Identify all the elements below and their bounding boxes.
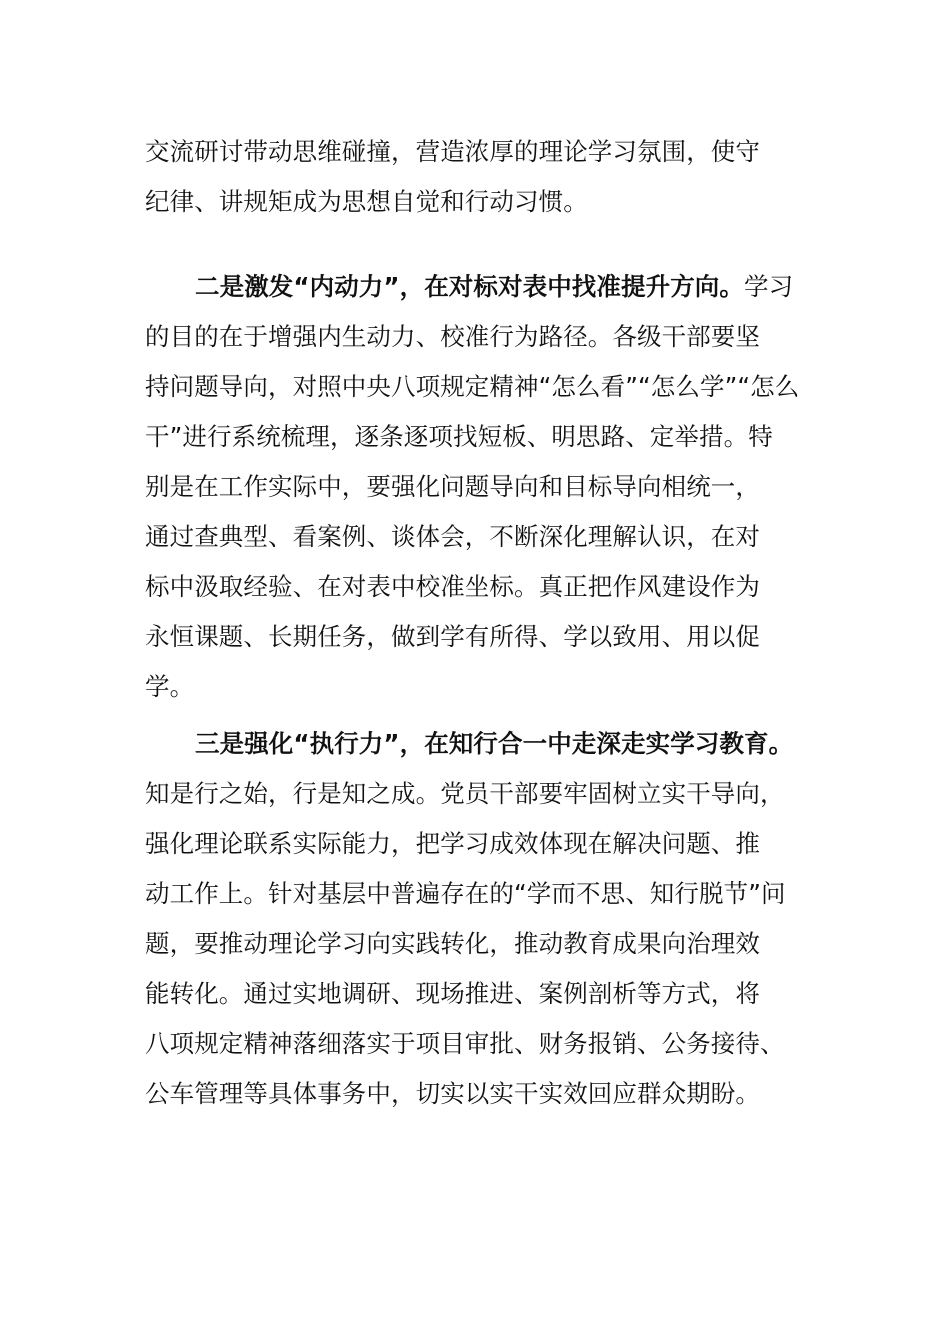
paragraph-line: 标中汲取经验、在对表中校准坐标。真正把作风建设作为	[145, 572, 760, 601]
point-two-lead-text: 学习	[744, 272, 794, 301]
paragraph-line: 强化理论联系实际能力，把学习成效体现在解决问题、推	[145, 829, 760, 858]
paragraph-line: 动工作上。针对基层中普遍存在的“学而不思、知行脱节”问	[145, 879, 786, 908]
paragraph-line: 持问题导向，对照中央八项规定精神“怎么看”“怎么学”“怎么	[145, 372, 800, 401]
point-two-heading: 二是激发“内动力”，在对标对表中找准提升方向。	[195, 272, 745, 301]
paragraph-line: 交流研讨带动思维碰撞，营造浓厚的理论学习氛围，使守	[145, 137, 760, 166]
paragraph-line: 能转化。通过实地调研、现场推进、案例剖析等方式，将	[145, 979, 760, 1008]
paragraph-line: 学。	[145, 672, 195, 701]
paragraph-line: 纪律、讲规矩成为思想自觉和行动习惯。	[145, 187, 588, 216]
paragraph-line: 八项规定精神落细落实于项目审批、财务报销、公务接待、	[145, 1029, 785, 1058]
paragraph-line: 永恒课题、长期任务，做到学有所得、学以致用、用以促	[145, 622, 760, 651]
point-three-heading: 三是强化“执行力”，在知行合一中走深走实学习教育。	[195, 729, 794, 758]
paragraph-first-line	[145, 262, 805, 312]
paragraph-line: 干”进行系统梳理，逐条逐项找短板、明思路、定举措。特	[145, 422, 773, 451]
paragraph-line: 通过查典型、看案例、谈体会，不断深化理解认识，在对	[145, 522, 760, 551]
paragraph-line: 别是在工作实际中，要强化问题导向和目标导向相统一，	[145, 472, 760, 501]
paragraph-line: 知是行之始，行是知之成。党员干部要牢固树立实干导向，	[145, 779, 785, 808]
paragraph-continuation	[145, 127, 805, 227]
paragraph-line: 的目的在于增强内生动力、校准行为路径。各级干部要坚	[145, 322, 760, 351]
paragraph-line: 公车管理等具体事务中，切实以实干实效回应群众期盼。	[145, 1079, 760, 1108]
paragraph-point-three	[145, 719, 805, 1119]
paragraph-line: 题，要推动理论学习向实践转化，推动教育成果向治理效	[145, 929, 760, 958]
paragraph-first-line	[145, 719, 805, 769]
paragraph-point-two	[145, 262, 805, 712]
